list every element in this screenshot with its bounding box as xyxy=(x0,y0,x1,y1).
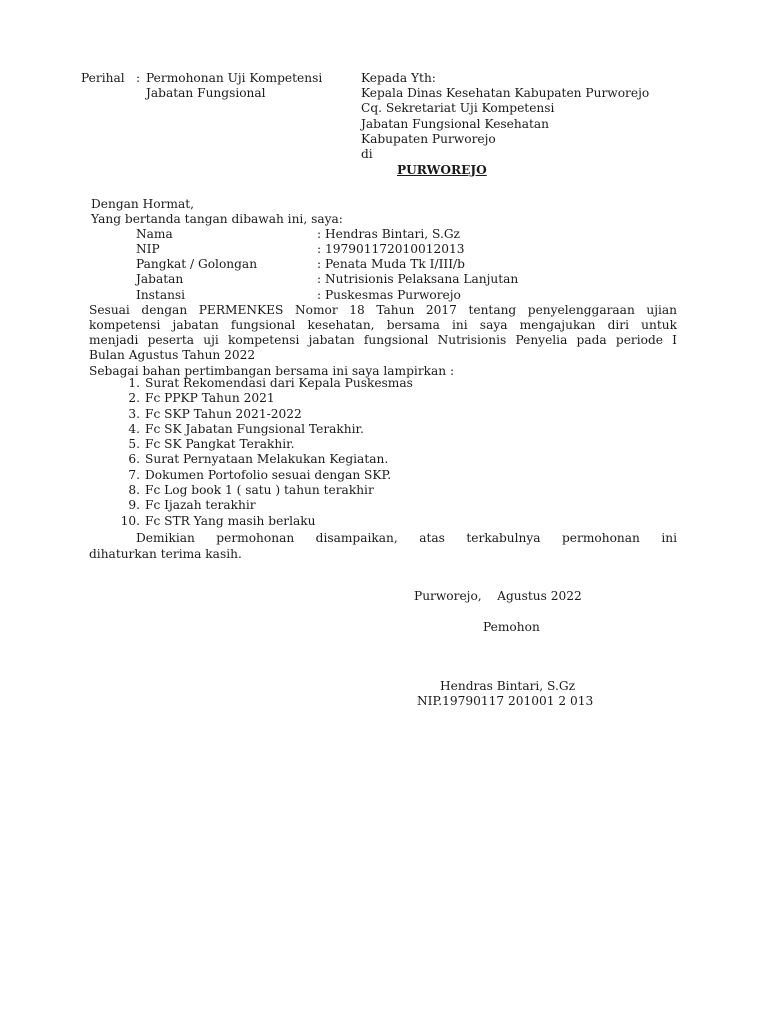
perihal-label: Perihal xyxy=(81,71,125,85)
list-item xyxy=(116,422,536,437)
identity-value: : 197901172010012013 xyxy=(317,242,465,256)
list-item xyxy=(116,407,536,422)
identity-value: : Hendras Bintari, S.Gz xyxy=(317,227,460,241)
identity-label: Pangkat / Golongan xyxy=(136,257,258,271)
list-item xyxy=(116,483,536,498)
signature-nip: NIP.19790117 201001 2 013 xyxy=(417,694,594,708)
list-item-text: Fc Ijazah terakhir xyxy=(145,498,256,513)
list-item-text: Fc SK Jabatan Fungsional Terakhir. xyxy=(145,421,364,436)
signature-role: Pemohon xyxy=(483,620,540,634)
recipient-line-3: Cq. Sekretariat Uji Kompetensi xyxy=(361,101,555,115)
list-item xyxy=(116,437,536,452)
list-item-number: 5. xyxy=(128,437,140,452)
recipient-line-1: Kepada Yth: xyxy=(361,71,436,85)
perihal-line-2: Jabatan Fungsional xyxy=(146,86,266,100)
list-item-text: Fc SKP Tahun 2021-2022 xyxy=(145,406,302,421)
list-item xyxy=(116,498,536,513)
list-item-text: Surat Rekomendasi dari Kepala Puskesmas xyxy=(145,376,413,390)
identity-value: : Puskesmas Purworejo xyxy=(317,288,461,302)
list-item xyxy=(116,468,536,483)
list-item-text: Fc PPKP Tahun 2021 xyxy=(145,391,275,406)
identity-label: Jabatan xyxy=(136,272,184,286)
identity-label: Instansi xyxy=(136,288,186,302)
signature-place-date: Purworejo, Agustus 2022 xyxy=(414,589,582,603)
list-item-number: 10. xyxy=(120,513,140,528)
recipient-city: PURWOREJO xyxy=(397,163,487,177)
recipient-line-5: Kabupaten Purworejo xyxy=(361,132,496,146)
attachments-intro: Sebagai bahan pertimbangan bersama ini saya lampirkan : xyxy=(89,364,455,378)
list-item xyxy=(116,514,536,529)
list-item-number: 1. xyxy=(128,376,140,390)
paragraph-1-line-3: menjadi peserta uji kompetensi jabatan fungsional Nutrisionis Penyelia pada periode I xyxy=(89,333,677,347)
recipient-line-2: Kepala Dinas Kesehatan Kabupaten Purworejo xyxy=(361,86,650,100)
paragraph-1-line-1: Sesuai dengan PERMENKES Nomor 18 Tahun 2017 tentang penyelenggaraan ujian xyxy=(89,303,677,317)
identity-label: Nama xyxy=(136,227,173,241)
identity-value: : Nutrisionis Pelaksana Lanjutan xyxy=(317,272,519,286)
list-item-number: 4. xyxy=(128,421,140,436)
greeting: Dengan Hormat, xyxy=(91,197,195,211)
list-item-number: 2. xyxy=(128,391,140,406)
closing-line-2: dihaturkan terima kasih. xyxy=(89,547,242,561)
list-item-text: Surat Pernyataan Melakukan Kegiatan. xyxy=(145,452,389,467)
list-item-number: 6. xyxy=(128,452,140,467)
list-item-number: 3. xyxy=(128,406,140,421)
paragraph-1-line-4: Bulan Agustus Tahun 2022 xyxy=(89,348,256,362)
recipient-line-6: di xyxy=(361,147,373,161)
intro-line: Yang bertanda tangan dibawah ini, saya: xyxy=(91,212,343,226)
attachments-list xyxy=(116,376,536,529)
identity-value: : Penata Muda Tk I/III/b xyxy=(317,257,465,271)
list-item-text: Fc STR Yang masih berlaku xyxy=(145,513,316,528)
list-item-number: 9. xyxy=(128,498,140,513)
list-item-text: Fc SK Pangkat Terakhir. xyxy=(145,437,295,452)
perihal-line-1: Permohonan Uji Kompetensi xyxy=(146,71,323,85)
recipient-line-4: Jabatan Fungsional Kesehatan xyxy=(361,117,550,131)
list-item xyxy=(116,391,536,406)
list-item xyxy=(116,376,536,391)
perihal-colon: : xyxy=(136,71,141,85)
identity-label: NIP xyxy=(136,242,160,256)
list-item-number: 7. xyxy=(128,467,140,482)
closing-line-1: Demikian permohonan disampaikan, atas terkabulnya permohonan ini xyxy=(136,531,677,545)
list-item-text: Dokumen Portofolio sesuai dengan SKP. xyxy=(145,467,392,482)
list-item xyxy=(116,452,536,467)
paragraph-1-line-2: kompetensi jabatan fungsional kesehatan, bersama ini saya mengajukan diri untuk xyxy=(89,318,677,332)
signature-name: Hendras Bintari, S.Gz xyxy=(440,679,575,693)
list-item-text: Fc Log book 1 ( satu ) tahun terakhir xyxy=(145,483,374,498)
list-item-number: 8. xyxy=(128,483,140,498)
